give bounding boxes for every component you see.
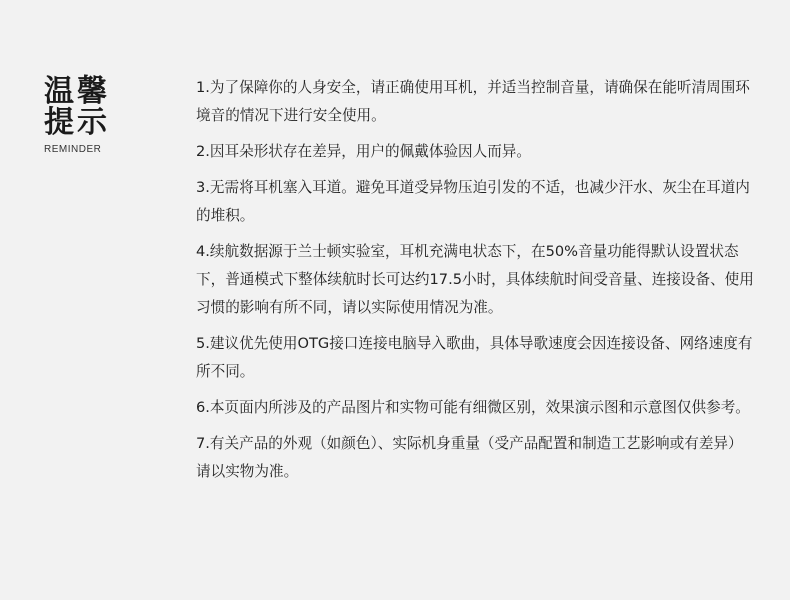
notes-list [196, 74, 756, 494]
note-item-4: 4.续航数据源于兰士顿实验室，耳机充满电状态下，在50%音量功能得默认设置状态下，普通模式下整体续航时长可达约17.5小时，具体续航时间受音量、连接设备、使用习惯的影响有所不同，请以实际使用情况为准。 [196, 243, 754, 316]
note-item-6: 6.本页面内所涉及的产品图片和实物可能有细微区别，效果演示图和示意图仅供参考。 [196, 399, 750, 416]
note-item-5: 5.建议优先使用OTG接口连接电脑导入歌曲，具体导歌速度会因连接设备、网络速度有所不同。 [196, 335, 753, 380]
note-item-3: 3.无需将耳机塞入耳道。避免耳道受异物压迫引发的不适，也减少汗水、灰尘在耳道内的堆积。 [196, 179, 750, 224]
title-line-1: 温馨 [44, 74, 110, 109]
title-line-2: 提示 [44, 105, 110, 140]
note-item-7: 7.有关产品的外观（如颜色）、实际机身重量（受产品配置和制造工艺影响或有差异）请以实物为准。 [196, 435, 743, 480]
note-item-1: 1.为了保障你的人身安全，请正确使用耳机，并适当控制音量，请确保在能听清周围环境音的情况下进行安全使用。 [196, 79, 750, 124]
reminder-title-block [44, 76, 124, 155]
title-subtitle: REMINDER [44, 144, 102, 155]
note-item-2: 2.因耳朵形状存在差异，用户的佩戴体验因人而异。 [196, 143, 531, 160]
